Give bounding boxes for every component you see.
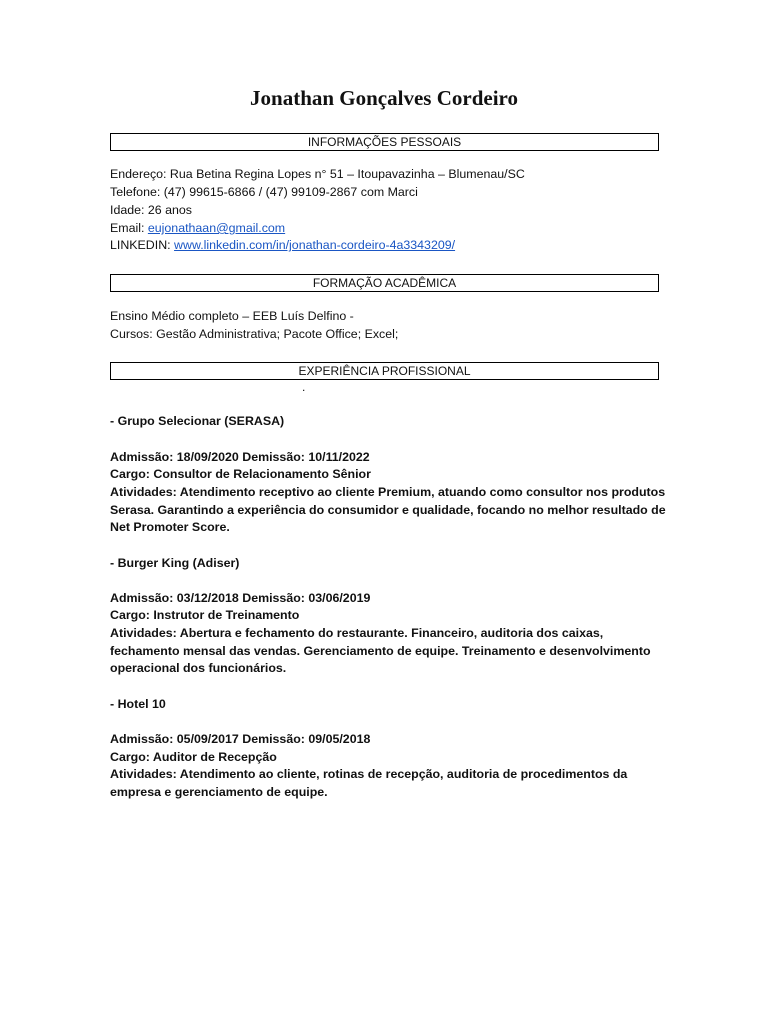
email-link[interactable]: eujonathaan@gmail.com [147,221,286,235]
email-label: Email: [110,221,148,235]
linkedin-label: LINKEDIN: [110,238,175,252]
linkedin-link[interactable]: www.linkedin.com/in/jonathan-cordeiro-4a3343209/ [174,238,456,252]
job-activities-line: Atividades: Abertura e fechamento do restaurante. Financeiro, auditoria dos caixas, [110,626,604,640]
email-line [110,220,285,238]
job-role: Cargo: Consultor de Relacionamento Sênior [110,467,371,481]
section-header-education: FORMAÇÃO ACADÊMICA [110,274,659,292]
job-role: Cargo: Auditor de Recepção [110,750,277,764]
job-dates: Admissão: 05/09/2017 Demissão: 09/05/2018 [110,732,371,746]
job-role: Cargo: Instrutor de Treinamento [110,608,300,622]
job-activities-line: operacional dos funcionários. [110,661,287,675]
job-activities-line: Atividades: Atendimento ao cliente, rotinas de recepção, auditoria de procedimentos da [110,767,628,781]
section-header-personal: INFORMAÇÕES PESSOAIS [110,133,659,151]
job-activities-line: Atividades: Atendimento receptivo ao cliente Premium, atuando como consultor nos produtos [110,485,666,499]
address-line: Endereço: Rua Betina Regina Lopes n° 51 – Itoupavazinha – Blumenau/SC [110,167,525,181]
phone-line: Telefone: (47) 99615-6866 / (47) 99109-2867 com Marci [110,185,418,199]
job-activities-line: empresa e gerenciamento de equipe. [110,785,328,799]
education-school: Ensino Médio completo – EEB Luís Delfino - [110,309,354,323]
resume-name: Jonathan Gonçalves Cordeiro [250,86,518,110]
age-line: Idade: 26 anos [110,203,192,217]
job-dates: Admissão: 03/12/2018 Demissão: 03/06/2019 [110,591,371,605]
experience-marker: . [302,380,306,394]
job-company: - Hotel 10 [110,697,166,711]
linkedin-line [110,237,455,255]
job-activities-line: Net Promoter Score. [110,520,230,534]
job-company: - Burger King (Adiser) [110,556,240,570]
section-header-experience: EXPERIÊNCIA PROFISSIONAL [110,362,659,380]
job-dates: Admissão: 18/09/2020 Demissão: 10/11/2022 [110,450,370,464]
job-company: - Grupo Selecionar (SERASA) [110,414,285,428]
education-courses: Cursos: Gestão Administrativa; Pacote Office; Excel; [110,327,399,341]
job-activities-line: fechamento mensal das vendas. Gerenciamento de equipe. Treinamento e desenvolvimento [110,644,651,658]
job-activities-line: Serasa. Garantindo a experiência do consumidor e qualidade, focando no melhor resultado de [110,503,666,517]
